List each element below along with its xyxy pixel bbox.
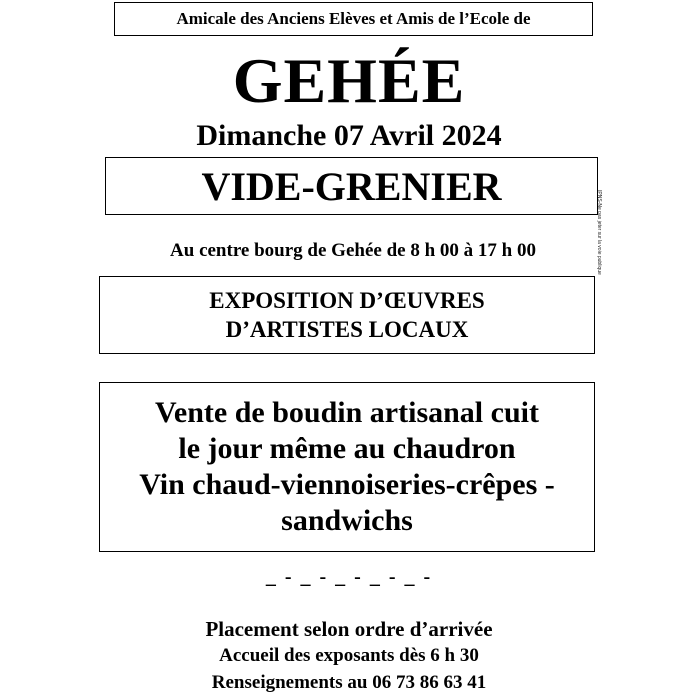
food-line-3: Vin chaud-viennoiseries-crêpes - xyxy=(139,468,555,501)
info-placement: Placement selon ordre d’arrivée xyxy=(205,617,493,641)
legal-notice: IPNS-Ne pas jeter sur la voie publique xyxy=(596,190,602,275)
exposition-box xyxy=(99,276,595,354)
exposition-line-1: EXPOSITION D’ŒUVRES xyxy=(209,288,485,313)
organizer-text: Amicale des Anciens Elèves et Amis de l’Ecole de xyxy=(176,9,531,28)
food-line-1: Vente de boudin artisanal cuit xyxy=(155,396,539,429)
event-title-box xyxy=(105,157,598,215)
food-line-4: sandwichs xyxy=(281,504,413,537)
food-line-2: le jour même au chaudron xyxy=(178,432,516,465)
info-accueil: Accueil des exposants dès 6 h 30 xyxy=(219,645,479,666)
event-title: VIDE-GRENIER xyxy=(201,163,502,209)
organizer-box xyxy=(114,2,593,36)
info-renseignements: Renseignements au 06 73 86 63 41 xyxy=(211,672,487,693)
event-date: Dimanche 07 Avril 2024 xyxy=(196,119,502,152)
village-title: GEHÉE xyxy=(232,45,466,116)
exposition-line-2: D’ARTISTES LOCAUX xyxy=(225,317,469,342)
separator: _ - _ - _ - _ - _ - xyxy=(265,566,433,588)
food-box xyxy=(99,382,595,552)
location-hours: Au centre bourg de Gehée de 8 h 00 à 17 h 00 xyxy=(170,240,536,261)
